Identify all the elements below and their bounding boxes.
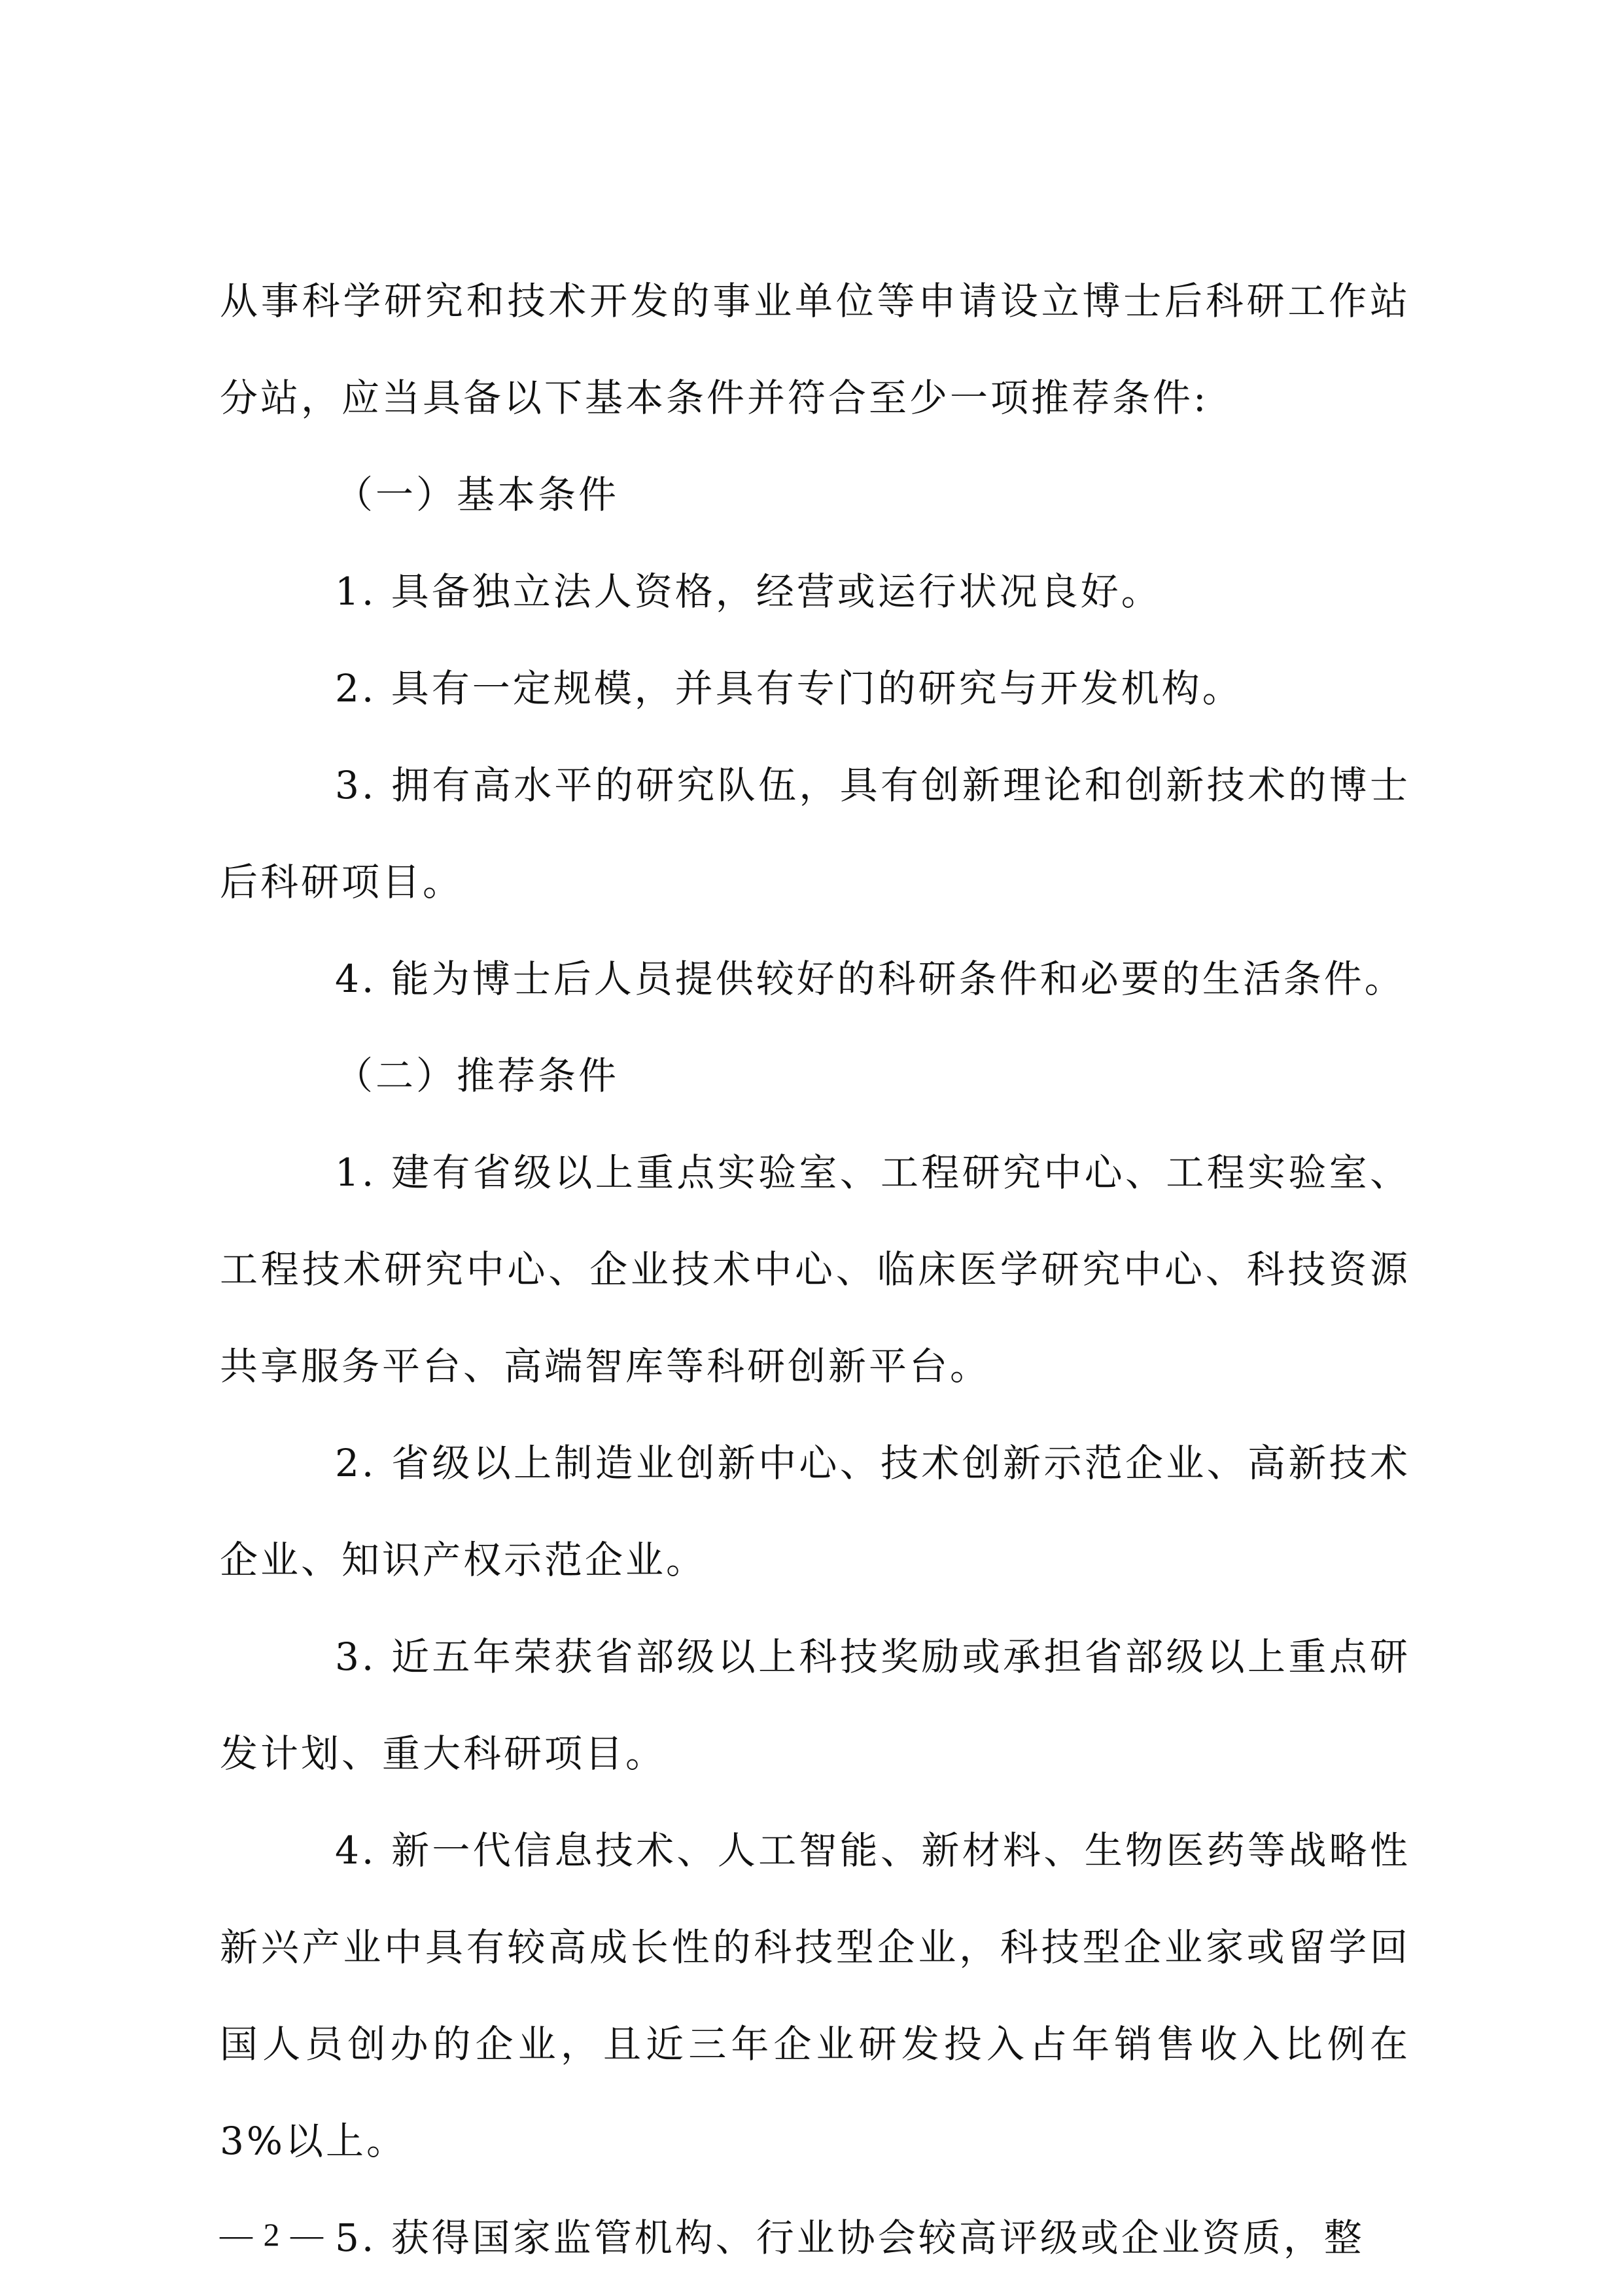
basic-condition-1: 1. 具备独立法人资格，经营或运行状况良好。	[335, 569, 1162, 614]
paragraph-continuation: 从事科学研究和技术开发的事业单位等申请设立博士后科研工作站分站，应当具备以下基本条件并符合至少一项推荐条件:	[220, 279, 1410, 420]
basic-condition-3: 3. 拥有高水平的研究队伍，具有创新理论和创新技术的博士后科研项目。	[220, 763, 1410, 904]
recommended-condition-1: 1. 建有省级以上重点实验室、工程研究中心、工程实验室、工程技术研究中心、企业技术中心、临床医学研究中心、科技资源共享服务平台、高端智库等科研创新平台。	[220, 1150, 1410, 1388]
recommended-condition-2: 2. 省级以上制造业创新中心、技术创新示范企业、高新技术企业、知识产权示范企业。	[220, 1441, 1410, 1582]
basic-condition-4: 4. 能为博士后人员提供较好的科研条件和必要的生活条件。	[335, 957, 1405, 1001]
body-text	[220, 253, 1410, 2286]
recommended-condition-4: 4. 新一代信息技术、人工智能、新材料、生物医药等战略性新兴产业中具有较高成长性的科技型企业，科技型企业家或留学回国人员创办的企业，且近三年企业研发投入占年销售收入比例在 3%以上。	[220, 1828, 1410, 2163]
recommended-condition-5: 5. 获得国家监管机构、行业协会较高评级或企业资质，整	[335, 2216, 1365, 2260]
page-number: — 2 —	[220, 2216, 324, 2253]
basic-condition-2: 2. 具有一定规模，并具有专门的研究与开发机构。	[335, 666, 1243, 711]
section-heading-recommended-conditions: （二）推荐条件	[335, 1053, 620, 1098]
recommended-condition-3: 3. 近五年荣获省部级以上科技奖励或承担省部级以上重点研发计划、重大科研项目。	[220, 1634, 1410, 1776]
section-heading-basic-conditions: （一）基本条件	[335, 472, 620, 517]
